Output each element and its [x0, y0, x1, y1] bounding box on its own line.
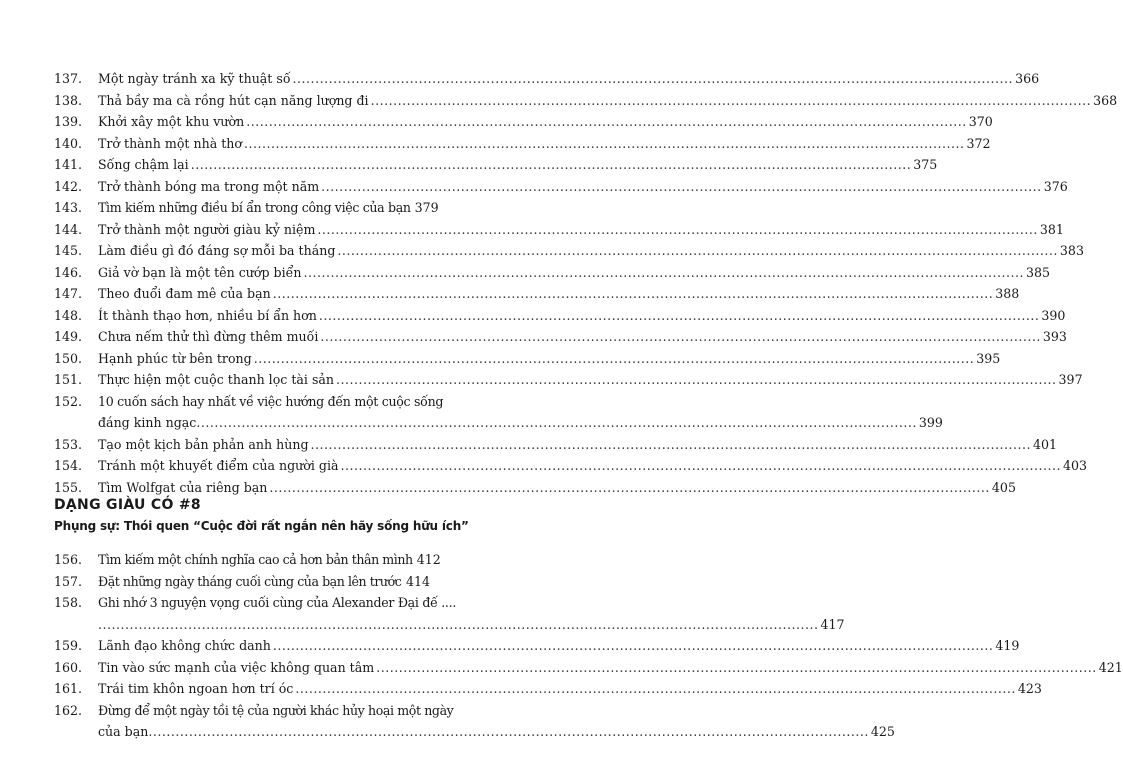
entry-number: 150. [54, 350, 83, 366]
entry-page: 385 [1026, 264, 1051, 280]
toc-entry [54, 262, 1051, 284]
entry-title: Một ngày tránh xa kỹ thuật số [98, 71, 291, 86]
entry-page: 381 [1039, 221, 1064, 237]
dot-leader [340, 455, 1061, 477]
entry-title: Tìm Wolfgat của riêng bạn [98, 479, 268, 495]
toc-entry [54, 305, 1066, 327]
entry-number: 147. [54, 286, 83, 301]
dot-leader [317, 219, 1038, 241]
toc-entry [54, 592, 845, 635]
toc-entry [54, 455, 1088, 477]
entry-page: 393 [1042, 329, 1067, 344]
entry-page: 368 [1093, 92, 1118, 108]
entry-title: Trái tim khôn ngoan hơn trí óc [98, 681, 294, 696]
dot-leader [196, 412, 917, 434]
entry-number: 149. [54, 329, 83, 344]
entry-title: Theo đuổi đam mê của bạn [98, 286, 271, 301]
dot-leader [403, 571, 404, 593]
toc-entry [54, 700, 895, 743]
toc-entry [54, 678, 1042, 700]
entry-title: Trở thành một người giàu kỷ niệm [98, 221, 316, 237]
entry-number: 142. [54, 178, 83, 194]
entry-page: 423 [1017, 681, 1042, 696]
entry-title: Sống chậm lại [98, 157, 189, 172]
entry-title: Làm điều gì đó đáng sợ mỗi ba tháng [98, 243, 336, 258]
entry-title: Tìm kiếm một chính nghĩa cao cả hơn bản thân mình [98, 552, 413, 567]
dot-leader [295, 678, 1016, 700]
dot-leader [191, 154, 912, 176]
dot-leader [254, 348, 975, 370]
entry-number: 155. [54, 479, 83, 495]
toc-entry [54, 571, 430, 593]
entry-title: Hạnh phúc từ bên trong [98, 350, 252, 366]
entry-number: 158. [54, 595, 83, 610]
section-subtitle: Phụng sự: Thói quen “Cuộc đời rất ngắn nên hãy sống hữu ích” [54, 519, 469, 533]
entry-number: 154. [54, 458, 83, 473]
entry-page: 372 [966, 135, 991, 151]
toc-list-2 [54, 549, 1123, 743]
entry-title-cont: đáng kinh ngạc [98, 415, 197, 430]
entry-title: Tìm kiếm những điều bí ẩn trong công việc của bạn [98, 200, 411, 215]
entry-number: 152. [54, 393, 83, 409]
entry-page: 417 [820, 616, 845, 632]
entry-title: Lãnh đạo không chức danh [98, 638, 271, 653]
entry-title: Đừng để một ngày tồi tệ của người khác hủy hoại một ngày [98, 702, 454, 718]
entry-number: 161. [54, 681, 83, 696]
dot-leader [376, 657, 1097, 679]
toc-entry [54, 477, 1016, 499]
entry-number: 143. [54, 200, 83, 215]
entry-title: 10 cuốn sách hay nhất về việc hướng đến một cuộc sống [98, 393, 444, 409]
entry-page: 419 [995, 638, 1020, 653]
entry-title: Khởi xây một khu vườn [98, 114, 245, 129]
entry-page: 395 [976, 350, 1001, 366]
entry-number: 145. [54, 243, 83, 258]
toc-entry [54, 68, 1040, 90]
dot-leader [311, 434, 1032, 456]
entry-page: 405 [991, 479, 1016, 495]
dot-leader [269, 477, 990, 499]
entry-page: 390 [1041, 307, 1066, 323]
dot-leader [246, 111, 967, 133]
entry-number: 151. [54, 372, 83, 387]
entry-number: 140. [54, 135, 83, 151]
toc-entry [54, 635, 1020, 657]
toc-entry [54, 369, 1083, 391]
entry-page: 375 [913, 157, 938, 172]
entry-title: Chưa nếm thử thì đừng thêm muối [98, 329, 319, 344]
entry-title: Đặt những ngày tháng cuối cùng của bạn lên trước [98, 573, 402, 589]
entry-title: Ghi nhớ 3 nguyện vọng cuối cùng của Alexander Đại đế .... [98, 595, 457, 610]
dot-leader [337, 240, 1058, 262]
entry-page: 379 [414, 200, 439, 215]
entry-number: 160. [54, 659, 83, 675]
entry-number: 153. [54, 436, 83, 452]
entry-page: 412 [416, 552, 441, 567]
entry-title: Trở thành một nhà thơ [98, 135, 242, 151]
toc-entry [54, 549, 441, 571]
entry-page: 383 [1059, 243, 1084, 258]
entry-title: Giả vờ bạn là một tên cướp biển [98, 264, 302, 280]
entry-page: 397 [1058, 372, 1083, 387]
entry-page: 421 [1098, 659, 1123, 675]
dot-leader [304, 262, 1025, 284]
toc-entry [54, 219, 1064, 241]
entry-number: 156. [54, 552, 83, 567]
entry-title: Thả bầy ma cà rồng hút cạn năng lượng đi [98, 92, 369, 108]
toc-entry [54, 434, 1058, 456]
entry-number: 157. [54, 573, 83, 589]
toc-entry [54, 348, 1001, 370]
entry-page: 425 [870, 724, 895, 739]
entry-title-cont: của bạn [98, 724, 149, 739]
dot-leader [148, 721, 869, 743]
dot-leader [273, 635, 994, 657]
dot-leader [336, 369, 1057, 391]
entry-title: Tạo một kịch bản phản anh hùng [98, 436, 309, 452]
toc-entry [54, 176, 1068, 198]
dot-leader [320, 326, 1041, 348]
dot-leader [244, 133, 965, 155]
entry-title: Thực hiện một cuộc thanh lọc tài sản [98, 372, 335, 387]
entry-number: 148. [54, 307, 83, 323]
entry-title: Ít thành thạo hơn, nhiều bí ẩn hơn [98, 307, 317, 323]
entry-number: 162. [54, 702, 83, 718]
toc-entry [54, 240, 1084, 262]
entry-page: 376 [1043, 178, 1068, 194]
dot-leader [273, 283, 994, 305]
entry-number: 141. [54, 157, 83, 172]
dot-leader [321, 176, 1042, 198]
entry-number: 137. [54, 71, 83, 86]
section-heading: DẠNG GIÀU CÓ #8 [54, 497, 201, 513]
dot-leader [319, 305, 1040, 327]
toc-list-1 [54, 68, 1118, 498]
toc-entry [54, 197, 439, 219]
entry-number: 159. [54, 638, 83, 653]
toc-entry [54, 111, 993, 133]
entry-page: 403 [1063, 458, 1088, 473]
toc-entry [54, 326, 1067, 348]
entry-number: 138. [54, 92, 83, 108]
toc-entry [54, 90, 1118, 112]
toc-entry [54, 283, 1020, 305]
entry-title: Tin vào sức mạnh của việc không quan tâm [98, 659, 375, 675]
entry-number: 146. [54, 264, 83, 280]
entry-page: 401 [1033, 436, 1058, 452]
dot-leader [293, 68, 1014, 90]
entry-page: 366 [1015, 71, 1040, 86]
entry-number: 139. [54, 114, 83, 129]
toc-entry [54, 154, 938, 176]
toc-entry [54, 657, 1123, 679]
entry-title: Tránh một khuyết điểm của người già [98, 458, 339, 473]
entry-page: 388 [995, 286, 1020, 301]
toc-entry [54, 391, 943, 434]
dot-leader [98, 614, 819, 636]
entry-number: 144. [54, 221, 83, 237]
entry-page: 399 [918, 415, 943, 430]
entry-page: 370 [968, 114, 993, 129]
section-header [54, 497, 469, 533]
toc-entry [54, 133, 991, 155]
entry-page: 414 [405, 573, 430, 589]
entry-title: Trở thành bóng ma trong một năm [98, 178, 320, 194]
dot-leader [371, 90, 1092, 112]
